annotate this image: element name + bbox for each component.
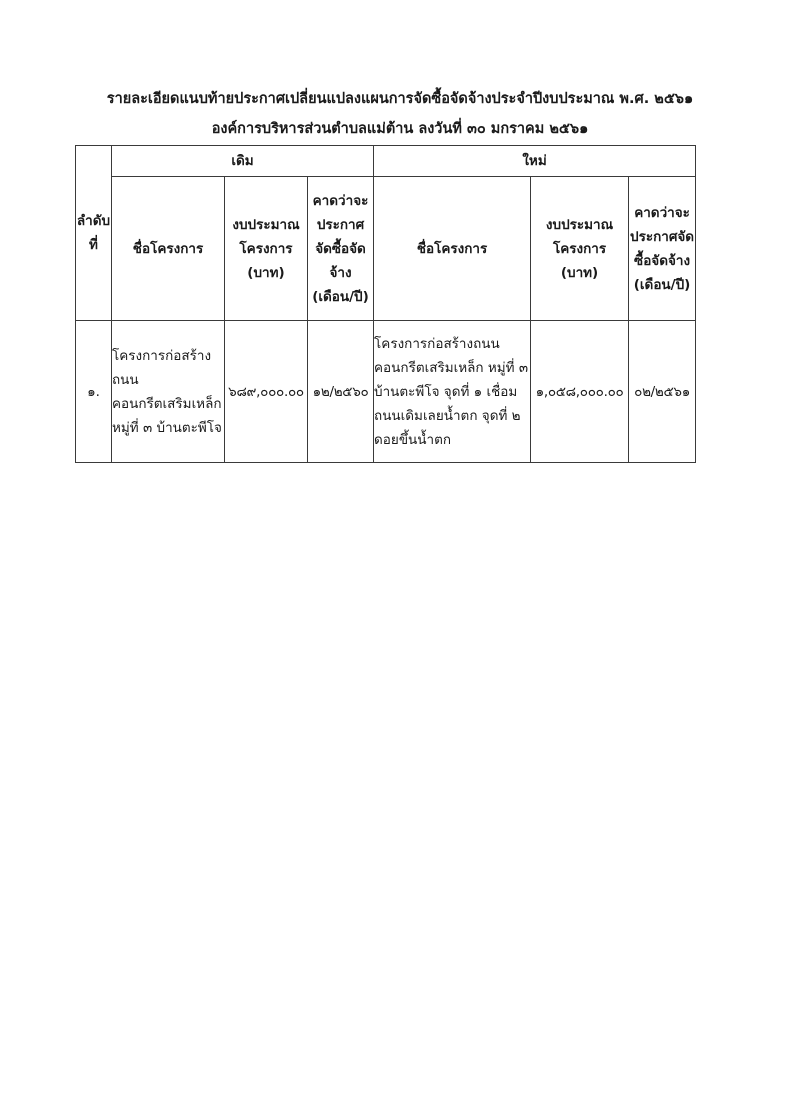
header-new-budget — [531, 177, 629, 321]
table-row — [76, 321, 696, 463]
header-old-project-name: ชื่อโครงการ — [112, 177, 225, 321]
header-line: โครงการ — [552, 240, 607, 257]
header-line: งบประมาณ — [545, 216, 614, 233]
header-group-old: เดิม — [112, 146, 374, 177]
document-title-line-1: รายละเอียดแนบท้ายประกาศเปลี่ยนแปลงแผนการจัดซื้อจัดจ้างประจำปีงบประมาณ พ.ศ. ๒๕๖๑ — [106, 91, 694, 107]
cell-line: คอนกรีตเสริมเหล็ก — [112, 395, 222, 412]
header-new-expected-date — [629, 177, 696, 321]
procurement-plan-table — [75, 145, 696, 463]
row-old-project-name — [112, 321, 225, 463]
header-line: คาดว่าจะ — [312, 192, 369, 209]
cell-line: ดอยขึ้นน้ำตก — [374, 431, 452, 448]
cell-line: โครงการก่อสร้าง — [112, 347, 212, 364]
header-old-budget — [225, 177, 308, 321]
header-line: (เดือน/ปี) — [312, 288, 369, 305]
cell-line: บ้านตะพีโจ จุดที่ ๑ เชื่อม — [374, 383, 518, 400]
header-line: จ้าง — [329, 264, 352, 281]
header-line: ประกาศจัด — [630, 228, 695, 245]
header-sequence-no-line: ที่ — [89, 237, 98, 253]
header-line: โครงการ — [239, 240, 293, 257]
header-line: งบประมาณ — [232, 216, 300, 233]
header-line: (บาท) — [560, 264, 599, 281]
header-line: (บาท) — [247, 264, 285, 281]
cell-line: ถนนเดิมเลยน้ำตก จุดที่ ๒ — [374, 407, 521, 424]
document-title-line-2: องค์การบริหารส่วนตำบลแม่ต้าน ลงวันที่ ๓๐ มกราคม ๒๕๖๑ — [211, 121, 589, 137]
header-line: ประกาศ — [316, 216, 365, 233]
row-new-budget: ๑,๐๕๘,๐๐๐.๐๐ — [531, 321, 629, 463]
row-sequence-no: ๑. — [76, 321, 112, 463]
header-line: ซื้อจัดจ้าง — [634, 252, 691, 269]
header-line: จัดซื้อจัด — [315, 240, 366, 257]
header-sequence-no-line: ลำดับ — [76, 213, 111, 229]
header-line: (เดือน/ปี) — [633, 276, 691, 293]
row-old-expected-date: ๑๒/๒๕๖๐ — [308, 321, 374, 463]
row-new-project-name — [374, 321, 531, 463]
header-new-project-name: ชื่อโครงการ — [374, 177, 531, 321]
header-line: คาดว่าจะ — [634, 204, 690, 221]
header-old-expected-date — [308, 177, 374, 321]
cell-line: ถนน — [112, 371, 139, 388]
cell-line: คอนกรีตเสริมเหล็ก หมู่ที่ ๓ — [374, 359, 529, 376]
row-new-expected-date: ๐๒/๒๕๖๑ — [629, 321, 696, 463]
header-sequence-no — [76, 146, 112, 321]
row-old-budget: ๖๘๙,๐๐๐.๐๐ — [225, 321, 308, 463]
header-group-new: ใหม่ — [374, 146, 696, 177]
cell-line: หมู่ที่ ๓ บ้านตะพีโจ — [112, 419, 222, 436]
cell-line: โครงการก่อสร้างถนน — [374, 335, 500, 352]
